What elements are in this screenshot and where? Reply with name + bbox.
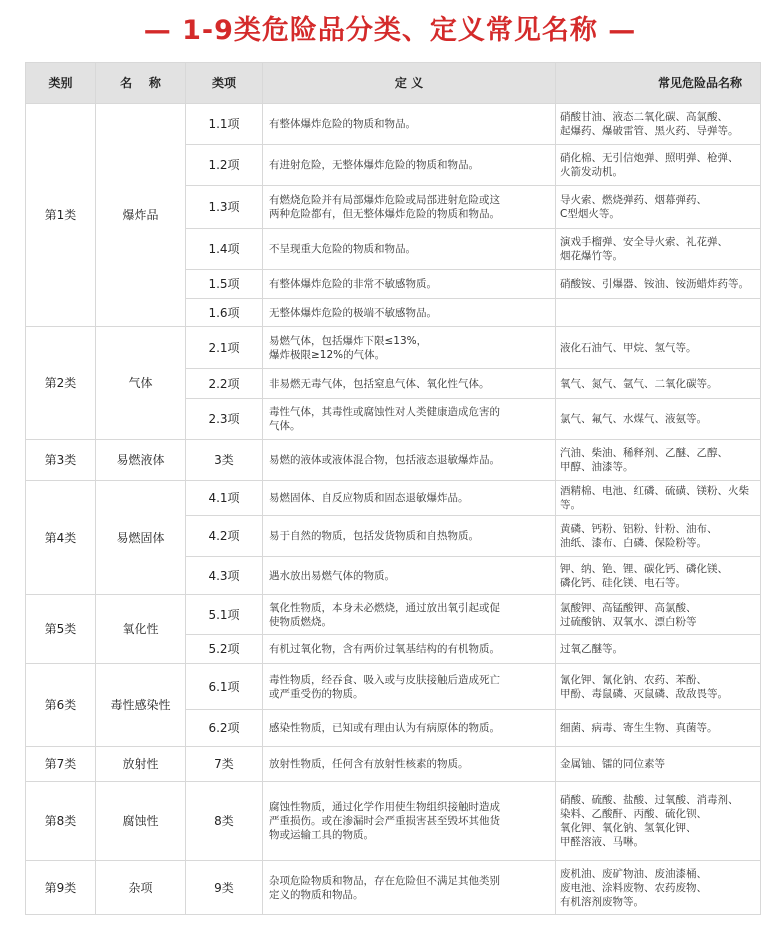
subclass-cell: 2.3项 <box>186 399 263 440</box>
examples-cell: 硝酸、硫酸、盐酸、过氧酸、消毒剂、 染料、乙酸酐、丙酸、硫化钡、 氧化钾、氧化钠、氢氧化钾、 甲醛溶液、马啉。 <box>556 782 761 861</box>
subclass-cell: 1.2项 <box>186 145 263 186</box>
class-cell: 第8类 <box>26 782 96 861</box>
examples-cell: 硝酸铵、引爆器、铵油、铵沥蜡炸药等。 <box>556 270 761 299</box>
definition-cell: 毒性气体，其毒性或腐蚀性对人类健康造成危害的 气体。 <box>263 399 556 440</box>
examples-cell: 细菌、病毒、寄生生物、真菌等。 <box>556 710 761 747</box>
class-name-cell: 爆炸品 <box>96 104 186 327</box>
header-row <box>26 63 761 104</box>
header-class: 类别 <box>26 63 96 104</box>
table-row <box>26 481 761 516</box>
header-subclass: 类项 <box>186 63 263 104</box>
definition-cell: 不呈现重大危险的物质和物品。 <box>263 229 556 270</box>
examples-cell: 钾、纳、铯、锂、碳化钙、磷化镁、 磷化钙、硅化镁、电石等。 <box>556 557 761 595</box>
examples-cell: 氯气、氟气、水煤气、液氨等。 <box>556 399 761 440</box>
hazard-table <box>25 62 761 915</box>
examples-cell: 演戏手榴弹、安全导火索、礼花弹、 烟花爆竹等。 <box>556 229 761 270</box>
subclass-cell: 2.2项 <box>186 369 263 399</box>
class-cell: 第5类 <box>26 595 96 664</box>
examples-cell: 汽油、柴油、稀释剂、乙醚、乙醇、 甲醇、油漆等。 <box>556 440 761 481</box>
definition-cell: 毒性物质，经吞食、吸入或与皮肤接触后造成死亡 或严重受伤的物质。 <box>263 664 556 710</box>
subclass-cell: 6.2项 <box>186 710 263 747</box>
class-name-cell: 腐蚀性 <box>96 782 186 861</box>
class-name-cell: 易燃固体 <box>96 481 186 595</box>
class-name-cell: 毒性感染性 <box>96 664 186 747</box>
subclass-cell: 5.1项 <box>186 595 263 635</box>
definition-cell: 氧化性物质，本身未必燃烧，通过放出氧引起或促 使物质燃烧。 <box>263 595 556 635</box>
class-cell: 第4类 <box>26 481 96 595</box>
definition-cell: 易燃的液体或液体混合物，包括液态退敏爆炸品。 <box>263 440 556 481</box>
header-definition: 定 义 <box>263 63 556 104</box>
table-row <box>26 104 761 145</box>
subclass-cell: 2.1项 <box>186 327 263 369</box>
examples-cell: 酒精棉、电池、红磷、硫磺、镁粉、火柴等。 <box>556 481 761 516</box>
definition-cell: 有机过氧化物，含有两价过氧基结构的有机物质。 <box>263 635 556 664</box>
examples-cell: 导火索、燃烧弹药、烟幕弹药、 C型烟火等。 <box>556 186 761 229</box>
class-cell: 第3类 <box>26 440 96 481</box>
definition-cell: 易燃固体、自反应物质和固态退敏爆炸品。 <box>263 481 556 516</box>
subclass-cell: 1.1项 <box>186 104 263 145</box>
examples-cell: 金属铀、镭的同位素等 <box>556 747 761 782</box>
table-row <box>26 782 761 861</box>
examples-cell: 氧气、氮气、氩气、二氧化碳等。 <box>556 369 761 399</box>
class-cell: 第2类 <box>26 327 96 440</box>
examples-cell: 废机油、废矿物油、废油漆桶、 废电池、涂料废物、农药废物、 有机溶剂废物等。 <box>556 861 761 915</box>
class-name-cell: 气体 <box>96 327 186 440</box>
subclass-cell: 1.4项 <box>186 229 263 270</box>
examples-cell: 过氧乙醚等。 <box>556 635 761 664</box>
examples-cell: 液化石油气、甲烷、氢气等。 <box>556 327 761 369</box>
page-title: — 1-9类危险品分类、定义常见名称 — <box>143 15 637 46</box>
subclass-cell: 1.3项 <box>186 186 263 229</box>
definition-cell: 易于自然的物质，包括发货物质和自热物质。 <box>263 516 556 557</box>
definition-cell: 杂项危险物质和物品，存在危险但不满足其他类别 定义的物质和物品。 <box>263 861 556 915</box>
header-name: 名 称 <box>96 63 186 104</box>
definition-cell: 腐蚀性物质，通过化学作用使生物组织接触时造成 严重损伤。或在渗漏时会严重损害甚至毁坏其他货 物或运输工具的物质。 <box>263 782 556 861</box>
definition-cell: 放射性物质，任何含有放射性核素的物质。 <box>263 747 556 782</box>
definition-cell: 有进射危险，无整体爆炸危险的物质和物品。 <box>263 145 556 186</box>
subclass-cell: 1.6项 <box>186 299 263 327</box>
header-examples: 常见危险品名称 <box>556 63 761 104</box>
definition-cell: 非易燃无毒气体，包括窒息气体、氧化性气体。 <box>263 369 556 399</box>
definition-cell: 无整体爆炸危险的极端不敏感物品。 <box>263 299 556 327</box>
definition-cell: 有整体爆炸危险的非常不敏感物质。 <box>263 270 556 299</box>
definition-cell: 有整体爆炸危险的物质和物品。 <box>263 104 556 145</box>
definition-cell: 易燃气体，包括爆炸下限≤13%， 爆炸极限≥12%的气体。 <box>263 327 556 369</box>
subclass-cell: 4.1项 <box>186 481 263 516</box>
examples-cell: 硝酸甘油、液态二氧化碳、高氯酸、 起爆药、爆破雷管、黑火药、导弹等。 <box>556 104 761 145</box>
class-cell: 第9类 <box>26 861 96 915</box>
subclass-cell: 9类 <box>186 861 263 915</box>
definition-cell: 感染性物质，已知或有理由认为有病原体的物质。 <box>263 710 556 747</box>
table-row <box>26 440 761 481</box>
table-row <box>26 861 761 915</box>
subclass-cell: 4.2项 <box>186 516 263 557</box>
definition-cell: 遇水放出易燃气体的物质。 <box>263 557 556 595</box>
class-name-cell: 氧化性 <box>96 595 186 664</box>
class-name-cell: 杂项 <box>96 861 186 915</box>
class-cell: 第7类 <box>26 747 96 782</box>
table-row <box>26 327 761 369</box>
examples-cell: 氰化钾、氰化钠、农药、苯酚、 甲酚、毒鼠磷、灭鼠磷、敌敌畏等。 <box>556 664 761 710</box>
table-row <box>26 747 761 782</box>
table-row <box>26 664 761 710</box>
examples-cell: 黄磷、钙粉、铝粉、针粉、油布、 油纸、漆布、白磷、保险粉等。 <box>556 516 761 557</box>
class-name-cell: 放射性 <box>96 747 186 782</box>
class-cell: 第1类 <box>26 104 96 327</box>
subclass-cell: 1.5项 <box>186 270 263 299</box>
examples-cell <box>556 299 761 327</box>
subclass-cell: 5.2项 <box>186 635 263 664</box>
examples-cell: 氯酸钾、高锰酸钾、高氯酸、 过硫酸钠、双氧水、漂白粉等 <box>556 595 761 635</box>
subclass-cell: 6.1项 <box>186 664 263 710</box>
definition-cell: 有燃烧危险并有局部爆炸危险或局部进射危险或这 两种危险都有，但无整体爆炸危险的物质和物品。 <box>263 186 556 229</box>
subclass-cell: 4.3项 <box>186 557 263 595</box>
class-cell: 第6类 <box>26 664 96 747</box>
table-row <box>26 595 761 635</box>
subclass-cell: 8类 <box>186 782 263 861</box>
class-name-cell: 易燃液体 <box>96 440 186 481</box>
subclass-cell: 7类 <box>186 747 263 782</box>
examples-cell: 硝化棉、无引信炮弹、照明弹、枪弹、 火箭发动机。 <box>556 145 761 186</box>
subclass-cell: 3类 <box>186 440 263 481</box>
